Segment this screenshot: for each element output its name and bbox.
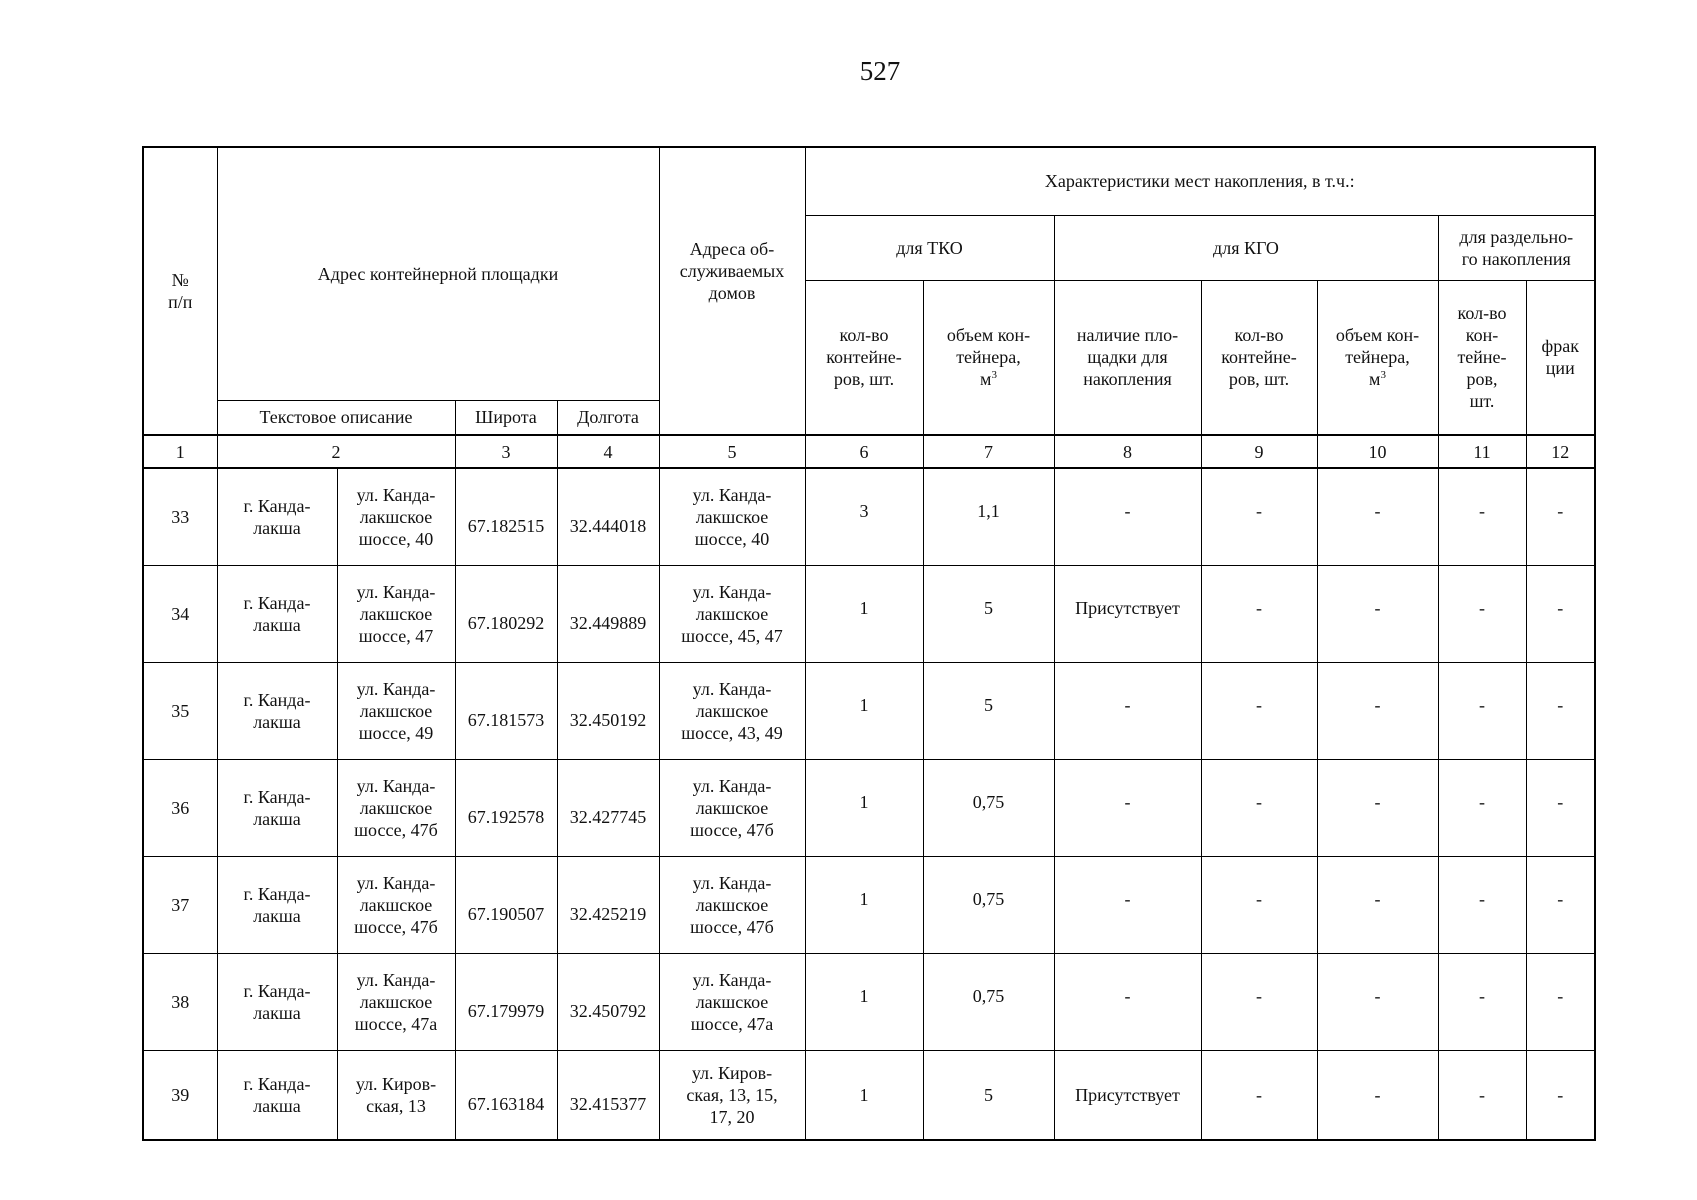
cell-kgo-volume: - [1317,663,1438,760]
cell-kgo-count: - [1201,663,1317,760]
cell-kgo-count: - [1201,954,1317,1051]
header-row-1 [143,147,1595,215]
cell-city: г. Канда- лакша [217,663,337,760]
table-row [143,760,1595,857]
cell-sep-count: - [1438,760,1526,857]
header-tko-volume-text: объем кон- тейнера, м [946,325,1031,390]
cell-street: ул. Канда- лакшское шоссе, 47а [337,954,455,1051]
cell-tko-volume: 0,75 [923,760,1054,857]
header-num-text: № п/п [168,270,193,312]
cell-latitude: 67.179979 [455,954,557,1051]
cell-longitude: 32.449889 [557,566,659,663]
cell-street: ул. Канда- лакшское шоссе, 47б [337,857,455,954]
header-kgo-site: наличие пло- щадки для накопления [1054,280,1201,435]
cell-tko-count: 1 [805,1051,923,1141]
cell-num: 34 [143,566,217,663]
table-row [143,1051,1595,1141]
cell-longitude: 32.444018 [557,468,659,566]
cell-city: г. Канда- лакша [217,857,337,954]
cell-num: 39 [143,1051,217,1141]
header-kgo-volume [1317,280,1438,435]
cell-num: 33 [143,468,217,566]
header-kgo-count: кол-во контейне- ров, шт. [1201,280,1317,435]
header-longitude: Долгота [557,400,659,435]
header-tko-count: кол-во контейне- ров, шт. [805,280,923,435]
cell-city: г. Канда- лакша [217,566,337,663]
cell-sep-fraction: - [1526,954,1595,1051]
header-sep-count: кол-во кон- тейне- ров, шт. [1438,280,1526,435]
header-address-text: Текстовое описание [217,400,455,435]
header-separate: для раздельно- го накопления [1438,215,1595,280]
cell-longitude: 32.450792 [557,954,659,1051]
cell-kgo-site: Присутствует [1054,1051,1201,1141]
cell-served: ул. Канда- лакшское шоссе, 47а [659,954,805,1051]
header-latitude: Широта [455,400,557,435]
cell-tko-count: 1 [805,857,923,954]
cell-sep-count: - [1438,1051,1526,1141]
cell-kgo-volume: - [1317,1051,1438,1141]
cell-kgo-count: - [1201,566,1317,663]
page-number: 527 [859,56,901,86]
cell-sep-fraction: - [1526,857,1595,954]
table-row [143,857,1595,954]
cell-latitude: 67.181573 [455,663,557,760]
cell-kgo-site: - [1054,663,1201,760]
cell-sep-fraction: - [1526,468,1595,566]
cell-street: ул. Киров- ская, 13 [337,1051,455,1141]
cell-tko-count: 1 [805,566,923,663]
cell-city: г. Канда- лакша [217,760,337,857]
table-row [143,566,1595,663]
cell-kgo-site: - [1054,468,1201,566]
column-number-row [143,435,1595,468]
cell-longitude: 32.425219 [557,857,659,954]
header-kgo-volume-exp: 3 [1380,369,1386,382]
cell-kgo-volume: - [1317,760,1438,857]
cell-sep-count: - [1438,468,1526,566]
cell-sep-count: - [1438,857,1526,954]
cell-tko-count: 1 [805,663,923,760]
cell-street: ул. Канда- лакшское шоссе, 49 [337,663,455,760]
cell-tko-count: 3 [805,468,923,566]
cell-num: 36 [143,760,217,857]
header-kgo-volume-text: объем кон- тейнера, м [1335,325,1420,390]
cell-kgo-site: Присутствует [1054,566,1201,663]
cell-served: ул. Канда- лакшское шоссе, 43, 49 [659,663,805,760]
header-kgo: для КГО [1054,215,1438,280]
cell-tko-volume: 5 [923,1051,1054,1141]
cell-city: г. Канда- лакша [217,954,337,1051]
header-served-text: Адреса об- служиваемых домов [679,239,785,303]
cell-sep-fraction: - [1526,760,1595,857]
column-number: 1 [143,435,217,468]
cell-tko-count: 1 [805,954,923,1051]
column-number: 10 [1317,435,1438,468]
cell-served: ул. Канда- лакшское шоссе, 47б [659,857,805,954]
cell-latitude: 67.182515 [455,468,557,566]
cell-tko-volume: 1,1 [923,468,1054,566]
column-number: 8 [1054,435,1201,468]
cell-served: ул. Канда- лакшское шоссе, 47б [659,760,805,857]
table-row [143,954,1595,1051]
cell-sep-count: - [1438,566,1526,663]
cell-longitude: 32.415377 [557,1051,659,1141]
table-row [143,468,1595,566]
container-sites-table [142,146,1596,1141]
cell-latitude: 67.163184 [455,1051,557,1141]
cell-sep-fraction: - [1526,663,1595,760]
cell-kgo-site: - [1054,760,1201,857]
header-address: Адрес контейнерной площадки [217,147,659,400]
cell-sep-count: - [1438,663,1526,760]
cell-latitude: 67.190507 [455,857,557,954]
header-tko: для ТКО [805,215,1054,280]
column-number: 11 [1438,435,1526,468]
cell-city: г. Канда- лакша [217,468,337,566]
cell-longitude: 32.427745 [557,760,659,857]
header-tko-volume-exp: 3 [991,369,997,382]
cell-kgo-count: - [1201,857,1317,954]
cell-kgo-site: - [1054,857,1201,954]
cell-latitude: 67.180292 [455,566,557,663]
cell-tko-volume: 5 [923,663,1054,760]
cell-latitude: 67.192578 [455,760,557,857]
cell-served: ул. Канда- лакшское шоссе, 45, 47 [659,566,805,663]
column-number: 7 [923,435,1054,468]
cell-sep-fraction: - [1526,566,1595,663]
cell-served: ул. Киров- ская, 13, 15, 17, 20 [659,1051,805,1141]
header-tko-volume [923,280,1054,435]
cell-street: ул. Канда- лакшское шоссе, 47 [337,566,455,663]
cell-served: ул. Канда- лакшское шоссе, 40 [659,468,805,566]
cell-kgo-site: - [1054,954,1201,1051]
table-row [143,663,1595,760]
cell-kgo-volume: - [1317,566,1438,663]
cell-num: 38 [143,954,217,1051]
cell-sep-count: - [1438,954,1526,1051]
column-number: 2 [217,435,455,468]
column-number: 9 [1201,435,1317,468]
header-sep-fraction: фрак ции [1526,280,1595,435]
cell-kgo-volume: - [1317,857,1438,954]
cell-tko-count: 1 [805,760,923,857]
column-number: 6 [805,435,923,468]
header-num [143,147,217,435]
cell-city: г. Канда- лакша [217,1051,337,1141]
cell-kgo-volume: - [1317,954,1438,1051]
column-number: 3 [455,435,557,468]
cell-kgo-count: - [1201,760,1317,857]
cell-kgo-volume: - [1317,468,1438,566]
cell-kgo-count: - [1201,468,1317,566]
column-number: 5 [659,435,805,468]
cell-tko-volume: 0,75 [923,857,1054,954]
cell-kgo-count: - [1201,1051,1317,1141]
header-characteristics: Характеристики мест накопления, в т.ч.: [805,147,1595,215]
table-body [143,468,1595,1140]
cell-tko-volume: 0,75 [923,954,1054,1051]
cell-num: 35 [143,663,217,760]
cell-street: ул. Канда- лакшское шоссе, 40 [337,468,455,566]
cell-longitude: 32.450192 [557,663,659,760]
column-number: 4 [557,435,659,468]
header-served [659,147,805,435]
cell-num: 37 [143,857,217,954]
cell-street: ул. Канда- лакшское шоссе, 47б [337,760,455,857]
cell-tko-volume: 5 [923,566,1054,663]
column-number: 12 [1526,435,1595,468]
cell-sep-fraction: - [1526,1051,1595,1141]
